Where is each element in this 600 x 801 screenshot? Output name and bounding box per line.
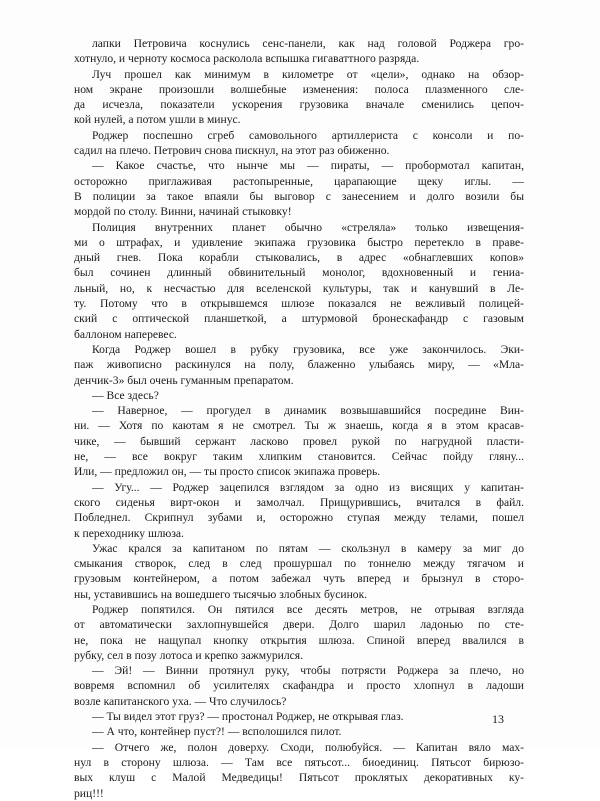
text-line: смыкания створок, след в след прошуршал по тоннелю между тягачом и xyxy=(74,557,524,571)
text-line: грузовым контейнером, а потом забежал чуть вперед и брызнул в сторо- xyxy=(74,572,524,586)
text-line: дный гнев. Пока корабли стыковались, в адрес «обнаглевших копов» xyxy=(74,251,524,265)
paragraph xyxy=(74,342,524,388)
text-line: — Эй! — Винни протянул руку, чтобы потрясти Роджера за плечо, но xyxy=(92,664,524,678)
paragraph xyxy=(74,480,524,541)
paragraph xyxy=(74,158,524,219)
text-line: вых клуш с Малой Медведицы! Пятьсот проклятых декоративных ку- xyxy=(74,771,524,785)
text-line: Роджер попятился. Он пятился все десять метров, не отрывая взгляда xyxy=(92,602,524,616)
text-line: ны, уставившись на вошедшего тысячью злобных бусинок. xyxy=(74,587,368,601)
paragraph xyxy=(74,602,524,663)
text-line: возле капитанского уха. — Что случилось? xyxy=(74,694,287,708)
text-line: Или, — предложил он, — ты просто список экипажа проверь. xyxy=(74,465,381,479)
text-line: не, пока не нащупал кнопку открытия шлюза. Спиной вперед ввалился в xyxy=(74,633,524,647)
paragraph xyxy=(74,403,524,479)
text-line: риц!!! xyxy=(74,786,104,800)
text-line: ский с оптической планшеткой, а штурмовой бронескафандр с газовым xyxy=(74,312,524,326)
text-line: Ужас крался за капитаном по пятам — скользнул в камеру за миг до xyxy=(92,541,524,555)
text-line: чике, — бывший сержант ласково провел рукой по нагрудной пласти- xyxy=(74,434,524,448)
text-line: — А что, контейнер пуст?! — всполошился пилот. xyxy=(92,725,342,739)
text-line: ту. Потому что в открывшемся шлюзе показался не вежливый полицей- xyxy=(74,297,524,311)
text-line: нул в сторону шлюза. — Там все пятьсот... биоединиц. Пятьсот бирюзо- xyxy=(74,755,524,769)
page-body-text xyxy=(74,36,524,801)
text-line: ни. — Хотя по каютам я не смотрел. Ты ж знаешь, когда я в этом красав- xyxy=(74,419,524,433)
text-line: не, — все вокруг таким хлипким становится. Сейчас пойду гляну... xyxy=(74,450,524,464)
paragraph xyxy=(74,740,524,801)
paragraph xyxy=(74,541,524,602)
text-line: Луч прошел как минимум в километре от «цели», однако на обзор- xyxy=(92,67,524,81)
paragraph xyxy=(74,663,524,709)
text-line: кой нулей, а потом ушли в минус. xyxy=(74,113,241,127)
paragraph xyxy=(74,388,524,403)
paragraph xyxy=(74,67,524,128)
text-line: — Угу... — Роджер зацепился взглядом за одно из висящих у капитан- xyxy=(92,480,524,494)
text-line: Побледнел. Скрипнул зубами и, осторожно ступая между телами, пошел xyxy=(74,511,524,525)
paragraph xyxy=(74,36,524,67)
text-line: лапки Петровича коснулись сенс-панели, как над головой Роджера гро- xyxy=(92,37,524,50)
paragraph xyxy=(74,709,524,724)
text-line: мордой по столу. Винни, начинай стыковку! xyxy=(74,205,292,219)
text-line: садил на плечо. Петрович снова пискнул, на этот раз обиженно. xyxy=(74,144,390,158)
text-line: — Все здесь? xyxy=(92,388,159,402)
text-line: — Ты видел этот груз? — простонал Роджер, не открывая глаз. xyxy=(92,710,404,724)
text-line: рубку, сел в позу лотоса и крепко зажмурился. xyxy=(74,648,304,662)
text-line: вовремя вспомнил об усилителях скафандра и просто хлопнул в ладоши xyxy=(74,679,524,693)
text-line: ского сиденья вирт-окон и замолчал. Прищурившись, вчитался в файл. xyxy=(74,495,524,509)
text-line: да исчезла, показатели ускорения грузовика вначале сменились цепоч- xyxy=(74,98,524,112)
text-line: — Отчего же, полон доверху. Сходи, полюбуйся. — Капитан вяло мах- xyxy=(92,740,524,754)
text-line: осторожно приглаживая растопыренные, царапающие щеку иглы. — xyxy=(74,174,524,188)
text-line: к переходнику шлюза. xyxy=(74,526,184,540)
paragraph xyxy=(74,220,524,342)
text-line: от автоматически захлопнувшейся двери. Долго шарил ладонью по сте- xyxy=(74,618,524,632)
text-line: Полиция внутренних планет обычно «стреляла» только извещения- xyxy=(92,220,524,234)
text-line: Когда Роджер вошел в рубку грузовика, все уже закончилось. Эки- xyxy=(92,342,524,356)
text-line: — Какое счастье, что нынче мы — пираты, — пробормотал капитан, xyxy=(92,159,524,173)
text-line: баллоном наперевес. xyxy=(74,327,177,341)
text-line: денчик-3» был очень гуманным препаратом. xyxy=(74,373,294,387)
text-line: паж живописно раскинулся на полу, блаженно улыбаясь миру, — «Мла- xyxy=(74,358,524,372)
text-line: — Наверное, — прогудел в динамик возвышавшийся посредине Вин- xyxy=(92,404,524,418)
paragraph xyxy=(74,128,524,159)
text-line: хотнуло, и черноту космоса расколола вспышка гигаваттного разряда. xyxy=(74,52,420,66)
text-line: ном экране произошли волшебные изменения: полоса плазменного сле- xyxy=(74,82,524,96)
text-line: Роджер поспешно сгреб самовольного артиллериста с консоли и по- xyxy=(92,128,524,142)
paragraph xyxy=(74,724,524,739)
text-line: В полиции за такое впаяли бы выговор с занесением и долго возили бы xyxy=(74,189,524,203)
text-line: был сочинен длинный обвинительный монолог, вдохновенный и гениа- xyxy=(74,266,524,280)
text-line: ми о штрафах, и удивление экипажа грузовика быстро перетекло в праве- xyxy=(74,235,524,249)
text-line: льный, но, к несчастью для вселенской культуры, так и канувший в Ле- xyxy=(74,281,524,295)
page-number: 13 xyxy=(492,712,504,726)
